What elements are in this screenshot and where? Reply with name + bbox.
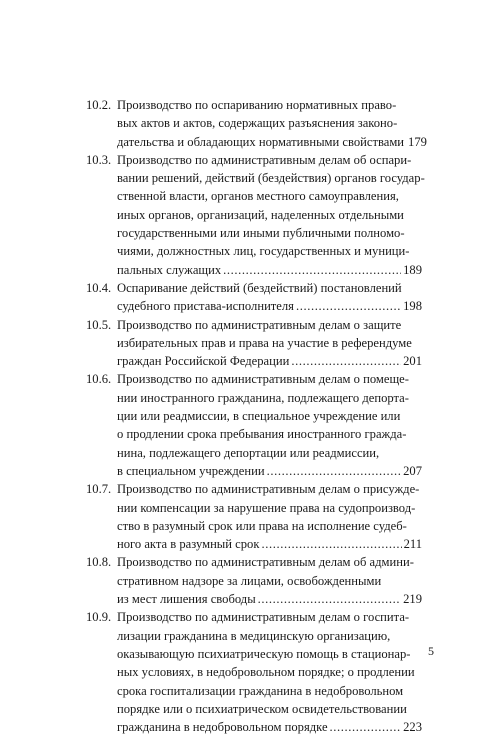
dot-leader: [291, 352, 401, 370]
toc-entry-page[interactable]: 198: [403, 299, 422, 314]
toc-entry-title: [117, 553, 422, 608]
toc-entry-title: [117, 279, 422, 316]
toc-entry-title: [117, 316, 422, 371]
toc-entry-last-line: [117, 261, 422, 279]
toc-entry-page[interactable]: 189: [403, 262, 422, 277]
dot-leader: [296, 297, 401, 315]
toc-entry: [86, 553, 422, 608]
toc-entry-page[interactable]: 219: [403, 592, 422, 607]
toc-entry-line: нии иностранного гражданина, подлежащего депорта-: [117, 390, 409, 405]
toc-entry-line: о продлении срока пребывания иностранного гражда-: [117, 427, 407, 442]
toc-entry-line: гражданина в недобровольном порядке: [117, 720, 328, 735]
toc-entry-line: ции или реадмиссии, в специальное учреждение или: [117, 409, 401, 424]
toc-entry-line: вых актов и актов, содержащих разъяснения законо-: [117, 116, 398, 131]
toc-entry-line: лизации гражданина в медицинскую организацию,: [117, 628, 391, 643]
toc-entry-line: Производство по административным делам об оспари-: [117, 152, 412, 167]
toc-entry: [86, 96, 427, 151]
toc-entry-page[interactable]: 179: [408, 134, 427, 149]
toc-entry: [86, 151, 425, 279]
toc-entry-line: Оспаривание действий (бездействий) постановлений: [117, 280, 402, 295]
toc-entry-number: 10.3.: [86, 152, 112, 167]
toc-entry-number: 10.8.: [86, 555, 112, 570]
toc-entry-last-line: [117, 462, 422, 480]
toc-entry-line: нии компенсации за нарушение права на судопроизвод-: [117, 500, 416, 515]
toc-entry-line: государственными или иными публичными полномо-: [117, 226, 405, 241]
toc-entry-line: ных условиях, в недобровольном порядке; о продлении: [117, 665, 415, 680]
toc-entry: [86, 608, 422, 736]
toc-entry-title: [117, 151, 425, 279]
toc-entry-line: стративном надзоре за лицами, освобожденными: [117, 573, 382, 588]
toc-entry-last-line: [117, 297, 422, 315]
toc-entry-title: [117, 370, 422, 480]
toc-entry-line: чиями, должностных лиц, государственных и муници-: [117, 244, 410, 259]
toc-entry-line: избирательных прав и права на участие в референдуме: [117, 335, 412, 350]
toc-entry-number: 10.4.: [86, 280, 112, 295]
dot-leader: [330, 718, 402, 736]
toc-entry-last-line: [117, 535, 422, 553]
toc-entry-page[interactable]: 211: [403, 537, 422, 552]
toc-entry-line: Производство по административным делам о защите: [117, 317, 402, 332]
toc-entry-number: 10.6.: [86, 372, 112, 387]
toc-entry-page[interactable]: 201: [403, 354, 422, 369]
toc-entry-last-line: [117, 718, 422, 736]
toc-entry-line: оказывающую психиатрическую помощь в стационар-: [117, 646, 411, 661]
toc-entry-line: Производство по административным делам о присужде-: [117, 482, 420, 497]
toc-entry-line: ственной власти, органов местного самоуправления,: [117, 189, 399, 204]
toc-entry: [86, 279, 422, 316]
toc-entry-number: 10.9.: [86, 610, 112, 625]
toc-entry-line: Производство по административным делам об админи-: [117, 555, 414, 570]
toc-entry-last-line: [117, 590, 422, 608]
toc-entry-line: дательства и обладающих нормативными свойствами: [117, 134, 405, 149]
dot-leader: [261, 535, 401, 553]
toc-entry: [86, 316, 422, 371]
toc-entry: [86, 480, 422, 553]
toc-entry-line: нина, подлежащего депортации или реадмиссии,: [117, 445, 380, 460]
toc-entry-title: [117, 480, 422, 553]
toc-entry-number: 10.2.: [86, 98, 112, 112]
toc-entry-last-line: [117, 352, 422, 370]
toc-entry-line: Производство по административным делам о помеще-: [117, 372, 409, 387]
toc-entry-line: ство в разумный срок или права на исполнение судеб-: [117, 518, 407, 533]
toc-entry-line: судебного пристава-исполнителя: [117, 299, 294, 314]
dot-leader: [258, 590, 401, 608]
toc-entry-line: вании решений, действий (бездействия) органов государ-: [117, 171, 425, 186]
toc-entry-page[interactable]: 207: [403, 463, 422, 478]
toc-entry-number: 10.5.: [86, 317, 112, 332]
toc-entry-line: Производство по оспариванию нормативных право-: [117, 98, 397, 112]
dot-leader: [267, 462, 402, 480]
toc-entry-title: [117, 608, 422, 736]
toc-entry-line: из мест лишения свободы: [117, 592, 256, 607]
toc-entry-line: пальных служащих: [117, 262, 222, 277]
toc-entry: [86, 370, 422, 480]
table-of-contents: [86, 96, 427, 736]
toc-entry-line: Производство по административным делам о госпита-: [117, 610, 410, 625]
toc-entry-line: иных органов, организаций, наделенных отдельными: [117, 207, 404, 222]
toc-entry-line: ного акта в разумный срок: [117, 537, 260, 552]
toc-entry-line: срока госпитализации гражданина в недобровольном: [117, 683, 404, 698]
toc-entry-number: 10.7.: [86, 482, 112, 497]
toc-entry-line: в специальном учреждении: [117, 463, 265, 478]
dot-leader: [223, 261, 401, 279]
toc-entry-title: [117, 96, 427, 151]
page-number: 5: [428, 644, 434, 658]
toc-entry-line: граждан Российской Федерации: [117, 354, 290, 369]
toc-entry-page[interactable]: 223: [403, 720, 422, 735]
toc-entry-line: порядке или о психиатрическом освидетельствовании: [117, 701, 407, 716]
toc-entry-last-line: [117, 133, 427, 151]
